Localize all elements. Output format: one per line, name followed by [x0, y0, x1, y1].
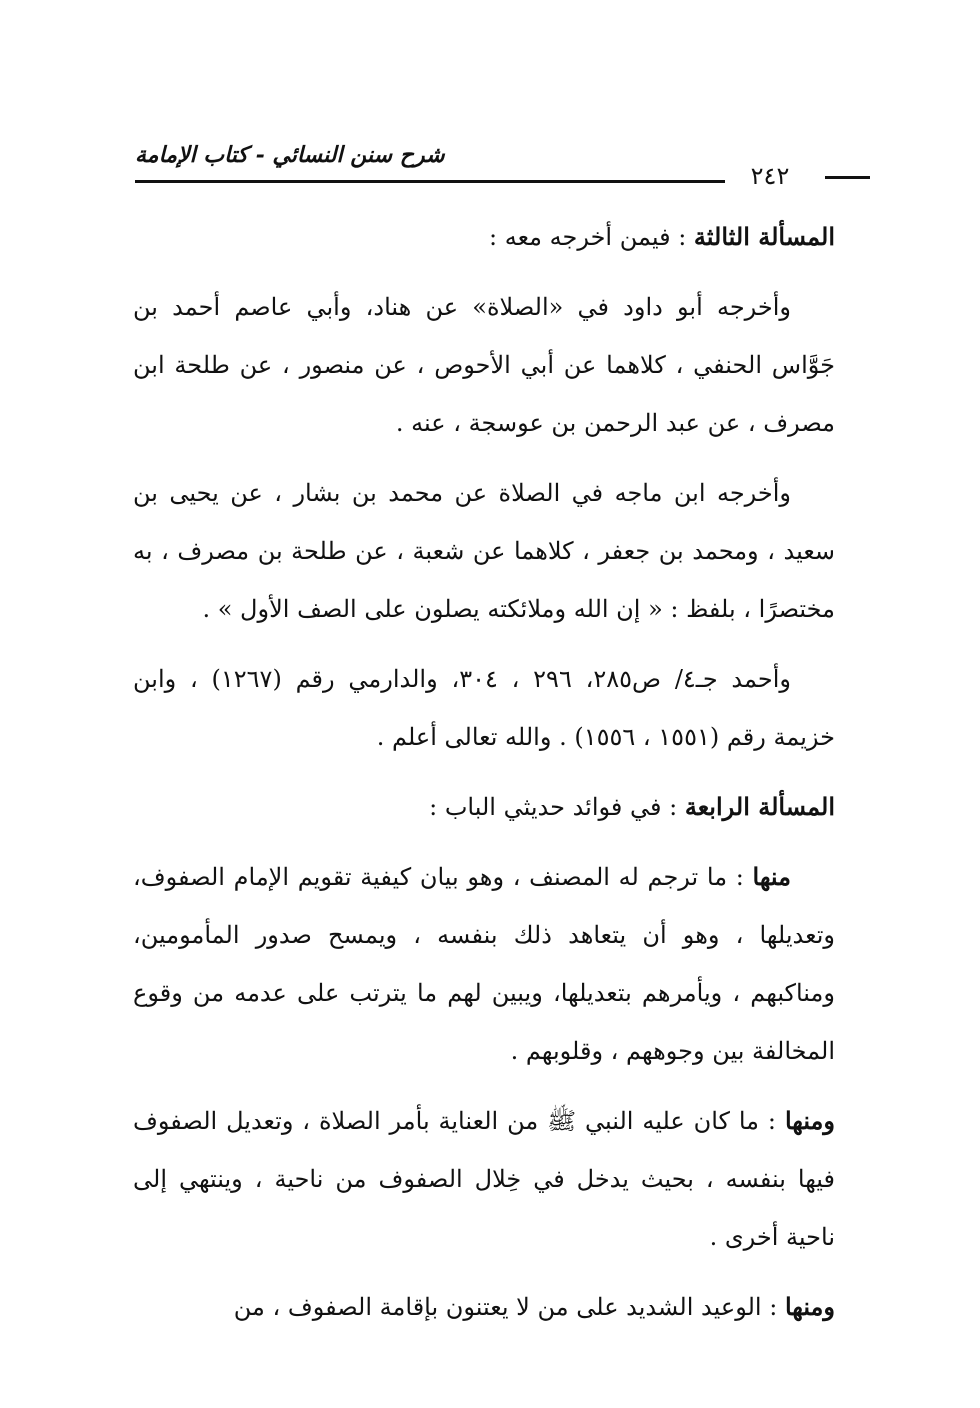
paragraph-2	[133, 278, 835, 452]
paragraph-4	[133, 650, 835, 766]
paragraph-text: : ما كان عليه النبي ﷺ من العناية بأمر الصلاة ، وتعديل الصفوف فيها بنفسه ، بحيث يدخل في خِلال الصفوف من ناحية ، وينتهي إلى ناحية أخرى .	[133, 1107, 835, 1251]
running-title: شرح سنن النسائي - كتاب الإمامة	[135, 142, 445, 168]
page-number-rule	[825, 176, 870, 179]
paragraph-7	[133, 1092, 835, 1266]
paragraph-text: : الوعيد الشديد على من لا يعتنون بإقامة الصفوف ، من	[233, 1293, 778, 1321]
paragraph-5	[133, 778, 835, 836]
paragraph-8	[133, 1278, 835, 1336]
paragraph-text: : في فوائد حديثي الباب :	[429, 793, 678, 821]
paragraph-text: : فيمن أخرجه معه :	[488, 223, 687, 251]
paragraph-3	[133, 464, 835, 638]
page-number: ٢٤٢	[750, 162, 790, 190]
section-heading: المسألة الثالثة	[693, 222, 835, 251]
paragraph-6	[133, 848, 835, 1080]
paragraph-text: وأخرجه أبو داود في «الصلاة» عن هناد، وأبي عاصم أحمد بن جَوَّاس الحنفي ، كلاهما عن أبي الأحوص ، عن منصور ، عن طلحة ابن مصرف ، عن عبد الرحمن بن عوسجة ، عنه .	[133, 293, 835, 437]
lead-word: ومنها	[784, 1292, 835, 1321]
paragraph-text: وأخرجه ابن ماجه في الصلاة عن محمد بن بشار ، عن يحيى بن سعيد ، ومحمد بن جعفر ، كلاهما عن شعبة ، عن طلحة بن مصرف ، به مختصرًا ، بلفظ : « إن الله وملائكته يصلون على الصف الأول » .	[133, 479, 835, 623]
header-rule	[135, 180, 725, 183]
paragraph-text: وأحمد جـ٤/ ص٢٨٥، ٢٩٦ ، ٣٠٤، والدارمي رقم (١٢٦٧) ، وابن خزيمة رقم (١٥٥١ ، ١٥٥٦) . والله تعالى أعلم .	[133, 665, 835, 751]
lead-word: منها	[752, 862, 791, 891]
page-header	[135, 140, 835, 190]
section-heading: المسألة الرابعة	[684, 792, 835, 821]
paragraph-1	[133, 208, 835, 266]
paragraph-text: : ما ترجم له المصنف ، وهو بيان كيفية تقويم الإمام الصفوف، وتعديلها ، وهو أن يتعاهد ذلك بنفسه ، ويمسح صدور المأمومين، ومناكبهم ، ويأمرهم بتعديلها، ويبين لهم ما يترتب على عدمه من وقوع المخالفة بين وجوههم ، وقلوبهم .	[133, 863, 835, 1065]
lead-word: ومنها	[784, 1106, 835, 1135]
page-body	[133, 208, 835, 1348]
